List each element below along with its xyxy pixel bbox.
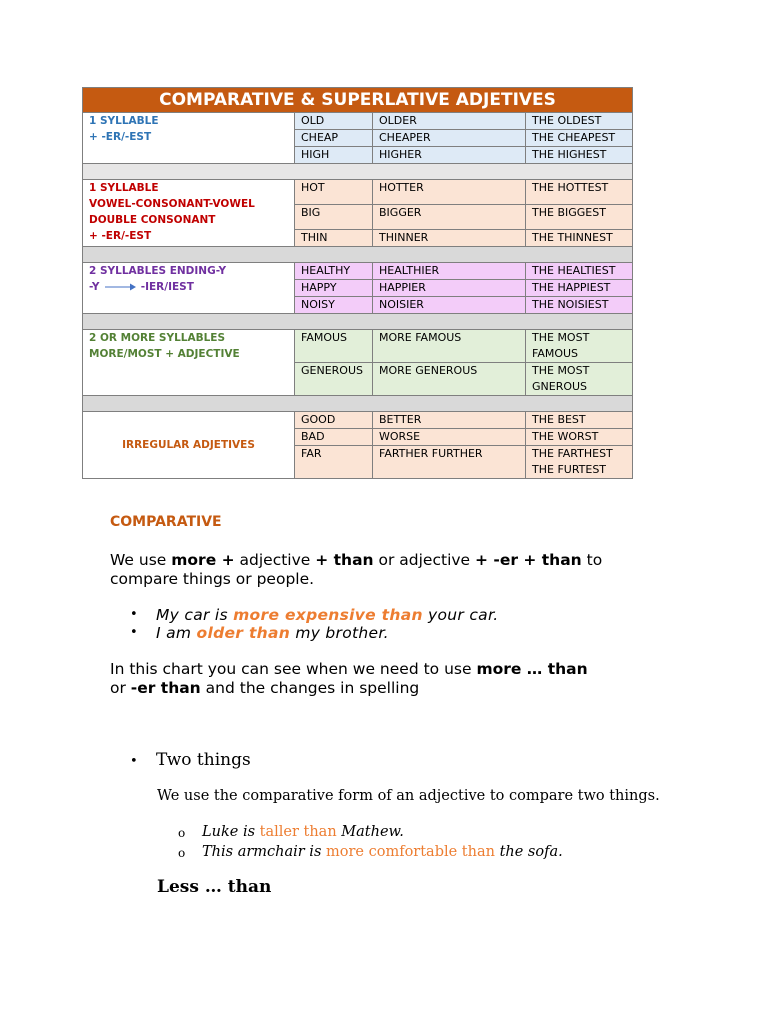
text-span: Mathew. (336, 824, 404, 840)
separator-row (83, 314, 633, 330)
adjectives-table (82, 87, 633, 479)
adjective-cell: FAMOUS (295, 330, 373, 363)
two-things-examples (178, 823, 563, 862)
bullet-icon: • (130, 625, 138, 640)
comparative-cell: BETTER (373, 412, 526, 429)
table-row (83, 113, 633, 130)
adjective-cell: THIN (295, 230, 373, 247)
rule-line: + -ER/-EST (89, 131, 152, 143)
superlative-cell: THE HAPPIEST (526, 280, 633, 297)
superlative-cell: THE HEALTIEST (526, 263, 633, 280)
comparative-cell: NOISIER (373, 297, 526, 314)
superlative-cell: THE NOISIEST (526, 297, 633, 314)
superlative-cell: THE HIGHEST (526, 147, 633, 164)
comparative-cell: HOTTER (373, 180, 526, 205)
text-span: and the changes in spelling (200, 679, 420, 697)
list-item (178, 843, 563, 863)
table-row (83, 330, 633, 363)
comparative-cell: FARTHER FURTHER (373, 446, 526, 479)
bold-span: + than (315, 551, 374, 569)
text-span: or adjective (373, 551, 476, 569)
rule-part: -Y (89, 281, 100, 293)
rule-cell (83, 330, 295, 396)
rule-line: + -ER/-EST (89, 230, 152, 242)
bold-span: more + (171, 551, 235, 569)
rule-line: 2 SYLLABLES ENDING-Y (89, 265, 227, 277)
adjective-cell: GOOD (295, 412, 373, 429)
superlative-cell: THE MOST GNEROUS (526, 363, 633, 396)
text-span: the sofa. (494, 843, 563, 860)
comparative-cell: MORE GENEROUS (373, 363, 526, 396)
two-things-title: Two things (156, 750, 251, 770)
table-row (83, 263, 633, 280)
adjective-cell: HOT (295, 180, 373, 205)
text-span: my brother. (290, 624, 389, 642)
separator-row (83, 164, 633, 180)
comparative-cell: CHEAPER (373, 130, 526, 147)
text-span: or (110, 679, 131, 697)
bullet-icon: • (130, 607, 138, 622)
rule-line: 1 SYLLABLE (89, 182, 159, 194)
text-span: I am (156, 624, 197, 642)
rule-line: 2 OR MORE SYLLABLES (89, 332, 226, 344)
comparative-heading: COMPARATIVE (110, 514, 222, 530)
comparative-cell: HIGHER (373, 147, 526, 164)
circle-bullet-icon: o (178, 845, 186, 860)
bold-span: + -er + than (475, 551, 582, 569)
adjective-cell: BAD (295, 429, 373, 446)
text-span: This armchair is (202, 843, 326, 860)
separator-row (83, 247, 633, 263)
rule-line: DOUBLE CONSONANT (89, 214, 216, 226)
rule-line (89, 279, 288, 295)
text-span: We use (110, 551, 172, 569)
text-span: My car is (156, 606, 234, 624)
highlight-span: taller than (259, 824, 337, 840)
adjective-cell: GENEROUS (295, 363, 373, 396)
superlative-cell: THE THINNEST (526, 230, 633, 247)
rule-line: VOWEL-CONSONANT-VOWEL (89, 198, 255, 210)
superlative-cell: THE FARTHEST THE FURTEST (526, 446, 633, 479)
superlative-cell: THE BEST (526, 412, 633, 429)
text-span: In this chart you can see when we need to use (110, 660, 477, 678)
adjective-cell: HIGH (295, 147, 373, 164)
adjective-cell: HEALTHY (295, 263, 373, 280)
comparative-examples (130, 606, 498, 642)
highlight-span: older than (196, 624, 291, 642)
comparative-cell: OLDER (373, 113, 526, 130)
two-things-explanation: We use the comparative form of an adjective to compare two things. (157, 788, 660, 804)
bullet-icon: • (130, 754, 138, 769)
rule-cell: IRREGULAR ADJETIVES (83, 412, 295, 479)
list-item (178, 823, 563, 843)
chart-note (110, 660, 590, 698)
list-item (130, 606, 498, 624)
comparative-cell: THINNER (373, 230, 526, 247)
text-span: your car. (422, 606, 499, 624)
adjective-cell: BIG (295, 205, 373, 230)
table-row (83, 180, 633, 205)
superlative-cell: THE HOTTEST (526, 180, 633, 205)
bold-span: more … than (476, 660, 588, 678)
rule-line: MORE/MOST + ADJECTIVE (89, 348, 240, 360)
adjective-cell: NOISY (295, 297, 373, 314)
comparative-cell: WORSE (373, 429, 526, 446)
arrow-right-icon (103, 282, 137, 292)
comparative-intro (110, 551, 670, 589)
separator-row (83, 396, 633, 412)
bold-span: -er than (130, 679, 201, 697)
adjective-cell: FAR (295, 446, 373, 479)
superlative-cell: THE BIGGEST (526, 205, 633, 230)
highlight-span: more expensive than (233, 606, 423, 624)
comparative-cell: MORE FAMOUS (373, 330, 526, 363)
rule-cell (83, 113, 295, 164)
adjective-cell: HAPPY (295, 280, 373, 297)
rule-cell (83, 263, 295, 314)
superlative-cell: THE CHEAPEST (526, 130, 633, 147)
rule-part: -IER/IEST (140, 281, 194, 293)
table-row (83, 412, 633, 429)
text-span: adjective (234, 551, 316, 569)
rule-cell (83, 180, 295, 247)
superlative-cell: THE WORST (526, 429, 633, 446)
text-span: to compare things or people. (110, 551, 603, 588)
comparative-cell: HAPPIER (373, 280, 526, 297)
comparative-cell: BIGGER (373, 205, 526, 230)
less-than-heading: Less … than (157, 877, 272, 897)
superlative-cell: THE OLDEST (526, 113, 633, 130)
highlight-span: more comfortable than (326, 843, 495, 860)
rule-line: 1 SYLLABLE (89, 115, 159, 127)
adjective-cell: CHEAP (295, 130, 373, 147)
superlative-cell: THE MOST FAMOUS (526, 330, 633, 363)
circle-bullet-icon: o (178, 826, 186, 840)
text-span: Luke is (202, 824, 260, 840)
comparative-cell: HEALTHIER (373, 263, 526, 280)
adjective-cell: OLD (295, 113, 373, 130)
table-title: COMPARATIVE & SUPERLATIVE ADJETIVES (83, 88, 633, 113)
list-item (130, 624, 498, 642)
two-things-item (130, 750, 251, 770)
